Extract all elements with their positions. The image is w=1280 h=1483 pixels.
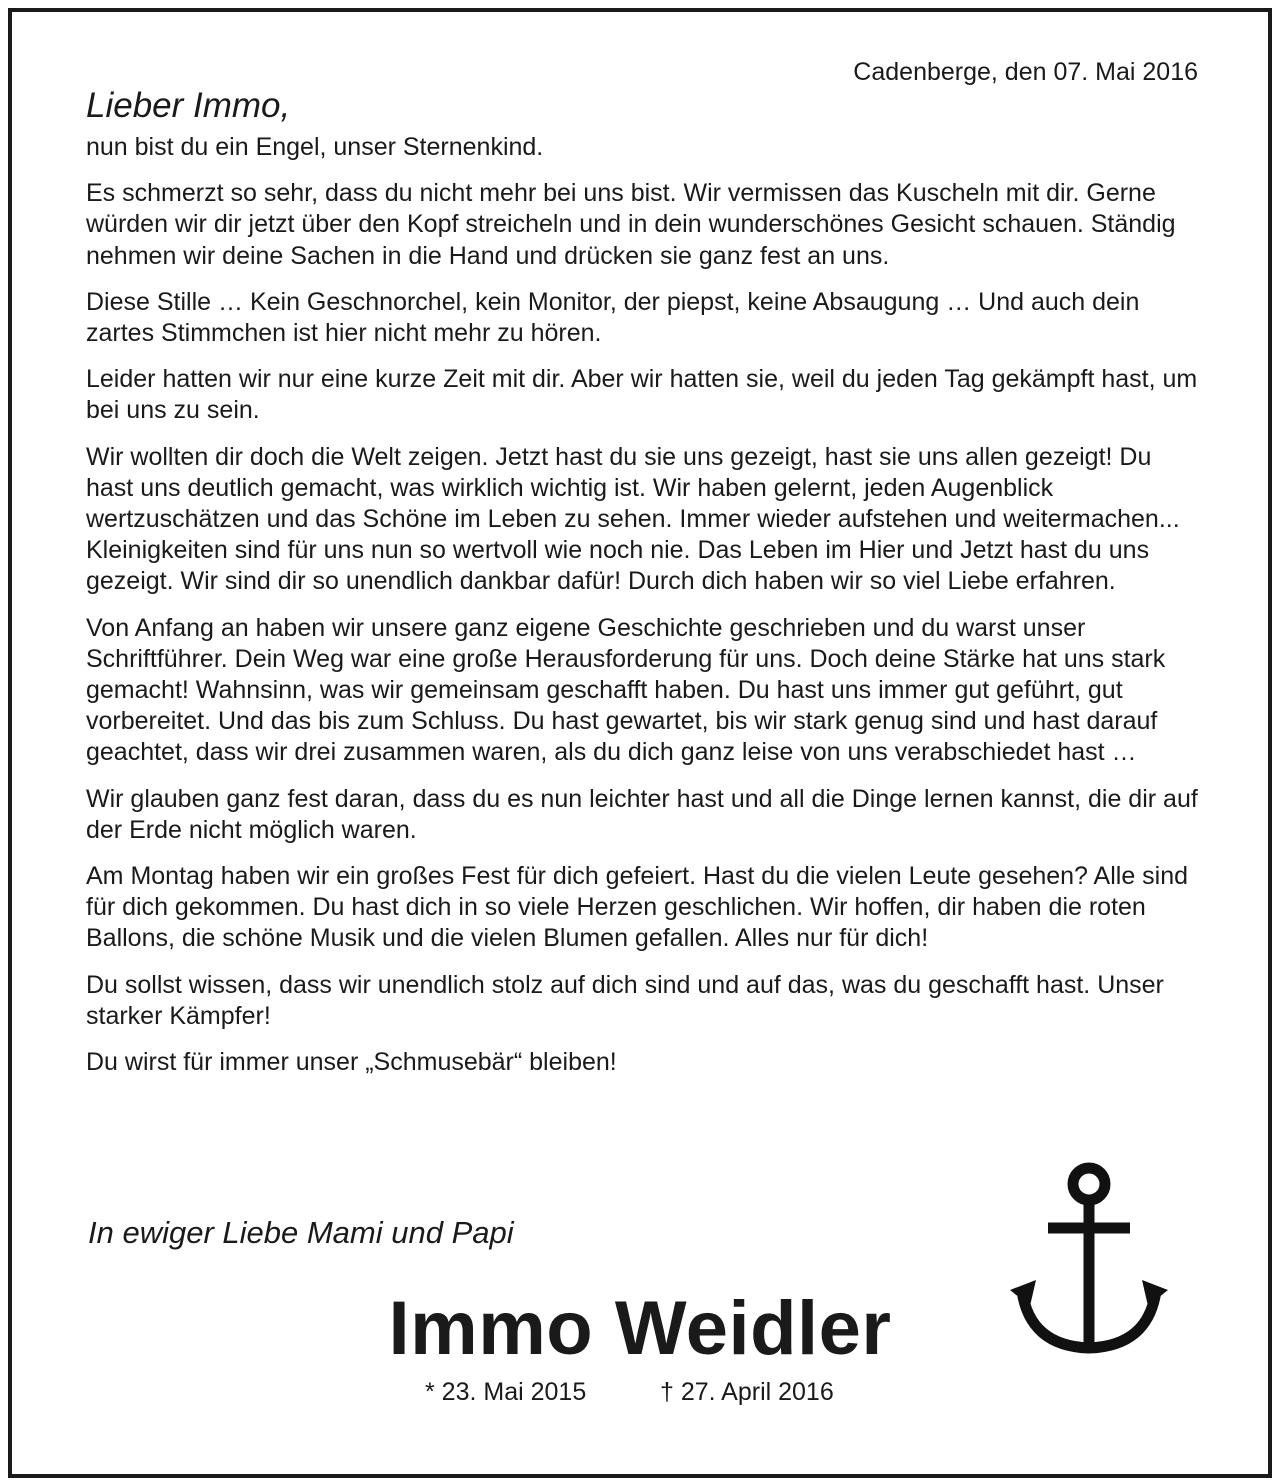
paragraph-9: Du sollst wissen, dass wir unendlich stolz auf dich sind und auf das, was du geschafft hast. Unser starker Kämpfer! — [86, 970, 1164, 1030]
paragraph-5: Wir wollten dir doch die Welt zeigen. Jetzt hast du sie uns gezeigt, hast sie uns allen gezeigt! Du hast uns deutlich gemacht, was wirklich wichtig ist. Wir haben gelernt, jeden Augenblick wertzuschätzen und das Schöne im Leben zu sehen. Immer wieder aufstehen und weitermachen... Kleinigkeiten sind für uns nun so wertvoll wie noch nie. Das Leben im Hier und Jetzt hast du uns gezeigt. Wir sind dir so unendlich dankbar dafür! Durch dich haben wir so viel Liebe erfahren. — [86, 442, 1180, 596]
letter-body — [86, 56, 1198, 1093]
paragraph-1: nun bist du ein Engel, unser Sternenkind. — [86, 133, 544, 161]
death-date: † 27. April 2016 — [660, 1378, 834, 1406]
paragraph-7: Wir glauben ganz fest daran, dass du es nun leichter hast und all die Dinge lernen kannst, die dir auf der Erde nicht möglich waren. — [86, 784, 1198, 844]
deceased-name: Immo Weidler — [388, 1286, 892, 1371]
birth-date: * 23. Mai 2015 — [425, 1378, 587, 1406]
paragraph-10: Du wirst für immer unser „Schmusebär“ bleiben! — [86, 1048, 617, 1077]
closing-signature: In ewiger Liebe Mami und Papi — [88, 1215, 514, 1250]
salutation: Lieber Immo, — [86, 86, 291, 125]
paragraph-2: Es schmerzt so sehr, dass du nicht mehr bei uns bist. Wir vermissen das Kuscheln mit dir. Gerne würden wir dir jetzt über den Kopf streicheln und in dein wunderschönes Gesicht schauen. Ständig nehmen wir deine Sachen in die Hand und drücken sie ganz fest an uns. — [86, 179, 1176, 270]
paragraph-8: Am Montag haben wir ein großes Fest für dich gefeiert. Hast du die vielen Leute gesehen? Alle sind für dich gekommen. Du hast dich in so viele Herzen geschlichen. Wir hoffen, dir haben die roten Ballons, die schöne Musik und die vielen Blumen gefallen. Alles nur für dich! — [86, 862, 1189, 953]
paragraph-4: Leider hatten wir nur eine kurze Zeit mit dir. Aber wir hatten sie, weil du jeden Tag gekämpft hast, um bei uns zu sein. — [86, 365, 1198, 425]
place-date: Cadenberge, den 07. Mai 2016 — [853, 58, 1198, 86]
paragraph-6: Von Anfang an haben wir unsere ganz eigene Geschichte geschrieben und du warst unser Schriftführer. Dein Weg war eine große Herausforderung für uns. Doch deine Stärke hat uns stark gemacht! Wahnsinn, was wir gemeinsam geschafft haben. Du hast uns immer gut geführt, gut vorbereitet. Und das bis zum Schluss. Du hast gewartet, bis wir stark genug sind und hast darauf geachtet, dass wir drei zusammen waren, als du dich ganz leise von uns verabschiedet hast … — [86, 613, 1166, 767]
paragraph-3: Diese Stille … Kein Geschnorchel, kein Monitor, der piepst, keine Absaugung … Und auch dein zartes Stimmchen ist hier nicht mehr zu hören. — [86, 287, 1140, 348]
